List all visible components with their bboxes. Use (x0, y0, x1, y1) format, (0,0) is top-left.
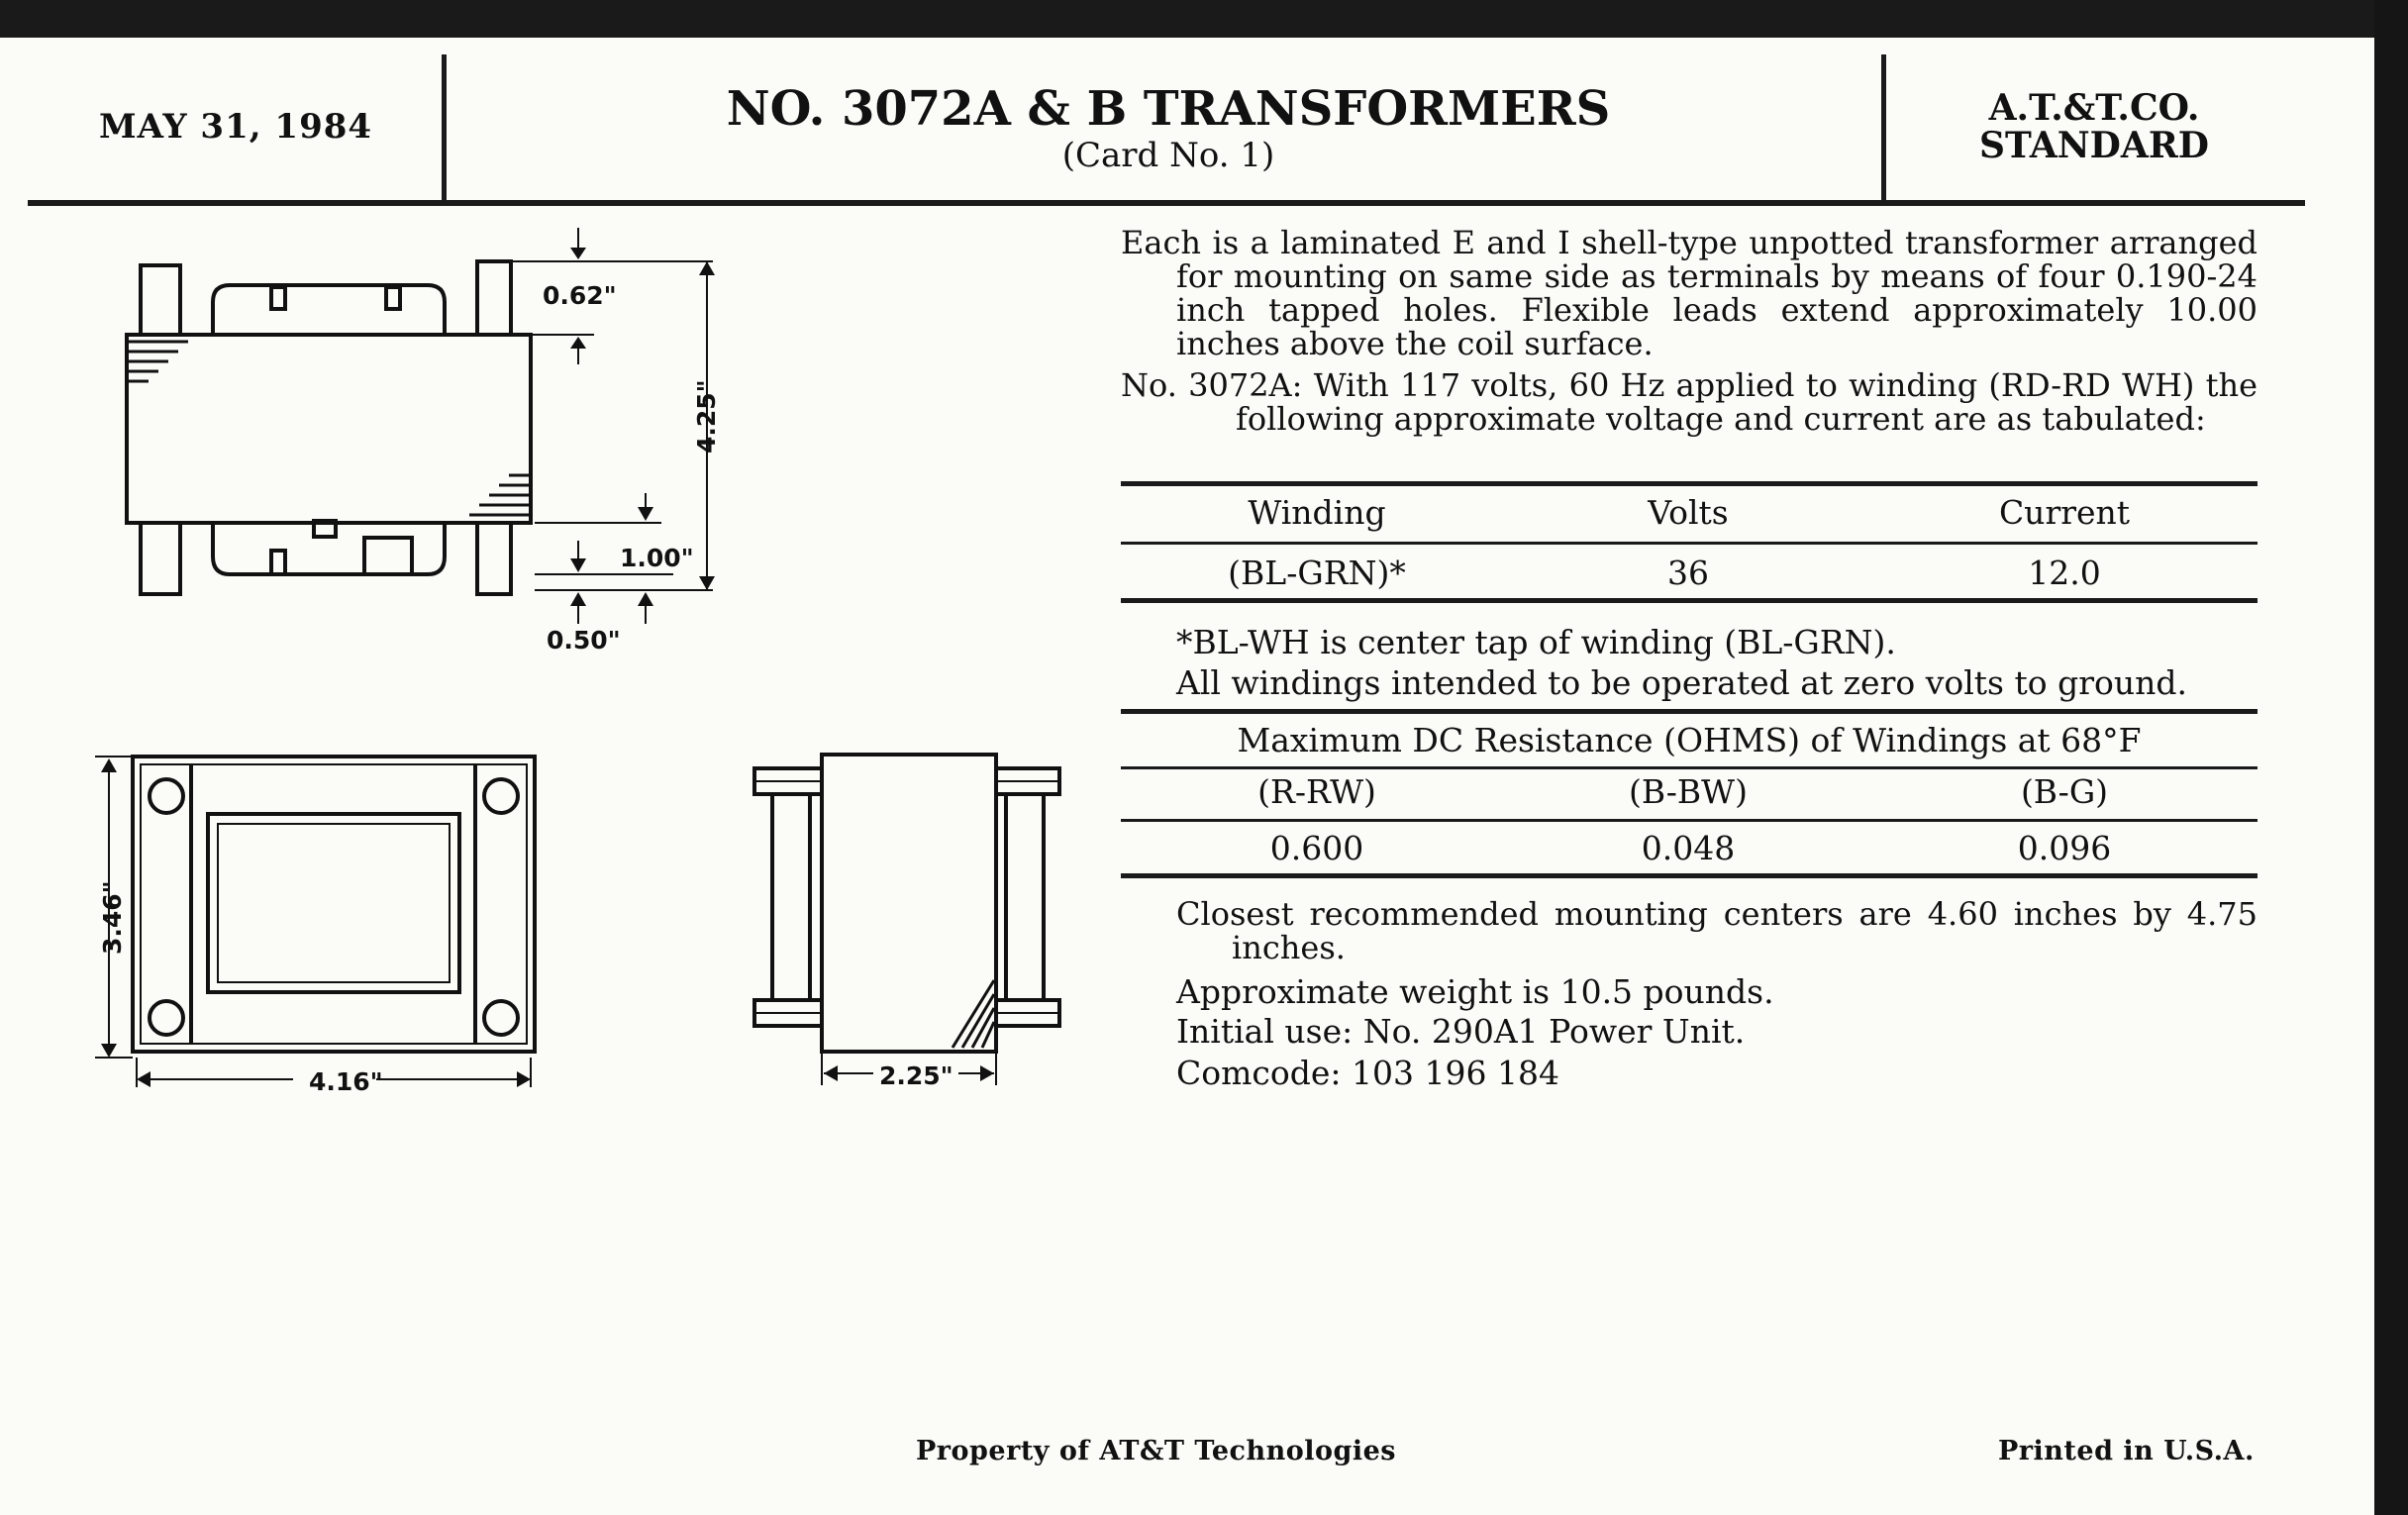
description-3072a: No. 3072A: With 117 volts, 60 Hz applied to winding (RD-RD WH) the following approximate voltage and current are as tabulated: (1121, 366, 2258, 438)
dim-label: 1.00" (620, 544, 694, 572)
issue-date: MAY 31, 1984 (99, 107, 373, 147)
table-cell: 0.600 (1269, 829, 1364, 867)
dim-label: 4.16" (309, 1067, 383, 1096)
page-title: NO. 3072A & B TRANSFORMERS (726, 81, 1611, 137)
ground-note: All windings intended to be operated at zero volts to ground. (1176, 663, 2187, 702)
dim-label: 0.62" (543, 281, 617, 310)
standard-label: A.T.&T.CO. STANDARD (1979, 87, 2209, 166)
col-header-b-g: (B-G) (2020, 772, 2109, 811)
bottom-view-drawing (95, 757, 535, 1087)
mounting-note: Closest recommended mounting centers are 4.60 inches by 4.75 inches. (1176, 895, 2258, 966)
table-cell: 0.048 (1641, 829, 1736, 867)
table-cell: (BL-GRN)* (1228, 554, 1406, 592)
initial-use-note: Initial use: No. 290A1 Power Unit. (1176, 1012, 1746, 1051)
col-header-r-rw: (R-RW) (1257, 772, 1376, 811)
footnote: *BL-WH is center tap of winding (BL-GRN). (1176, 623, 1896, 661)
weight-note: Approximate weight is 10.5 pounds. (1176, 972, 1774, 1011)
dim-label: 4.25" (692, 379, 721, 454)
side-view-drawing (754, 755, 1059, 1085)
card-number: (Card No. 1) (1061, 136, 1275, 175)
description: Each is a laminated E and I shell-type unpotted transformer arranged for mounting on same side as terminals by means of four 0.190-24 inch tapped holes. Flexible leads extend approximately 10.00 inches above the coil surface. (1121, 224, 2258, 362)
printed-footer: Printed in U.S.A. (1998, 1436, 2255, 1466)
dim-label: 3.46" (98, 880, 127, 955)
table-cell: 12.0 (2028, 554, 2101, 592)
table-cell: 0.096 (2017, 829, 2112, 867)
resistance-title: Maximum DC Resistance (OHMS) of Windings at 68°F (1237, 721, 2142, 759)
comcode-note: Comcode: 103 196 184 (1176, 1054, 1559, 1092)
col-header-current: Current (1998, 493, 2131, 532)
col-header-b-bw: (B-BW) (1629, 772, 1748, 811)
property-footer: Property of AT&T Technologies (916, 1436, 1396, 1466)
table-cell: 36 (1667, 554, 1709, 592)
dim-label: 2.25" (879, 1061, 953, 1090)
dimension-arrows (101, 758, 531, 1087)
col-header-volts: Volts (1648, 493, 1729, 532)
dim-label: 0.50" (547, 626, 621, 655)
col-header-winding: Winding (1248, 493, 1386, 532)
